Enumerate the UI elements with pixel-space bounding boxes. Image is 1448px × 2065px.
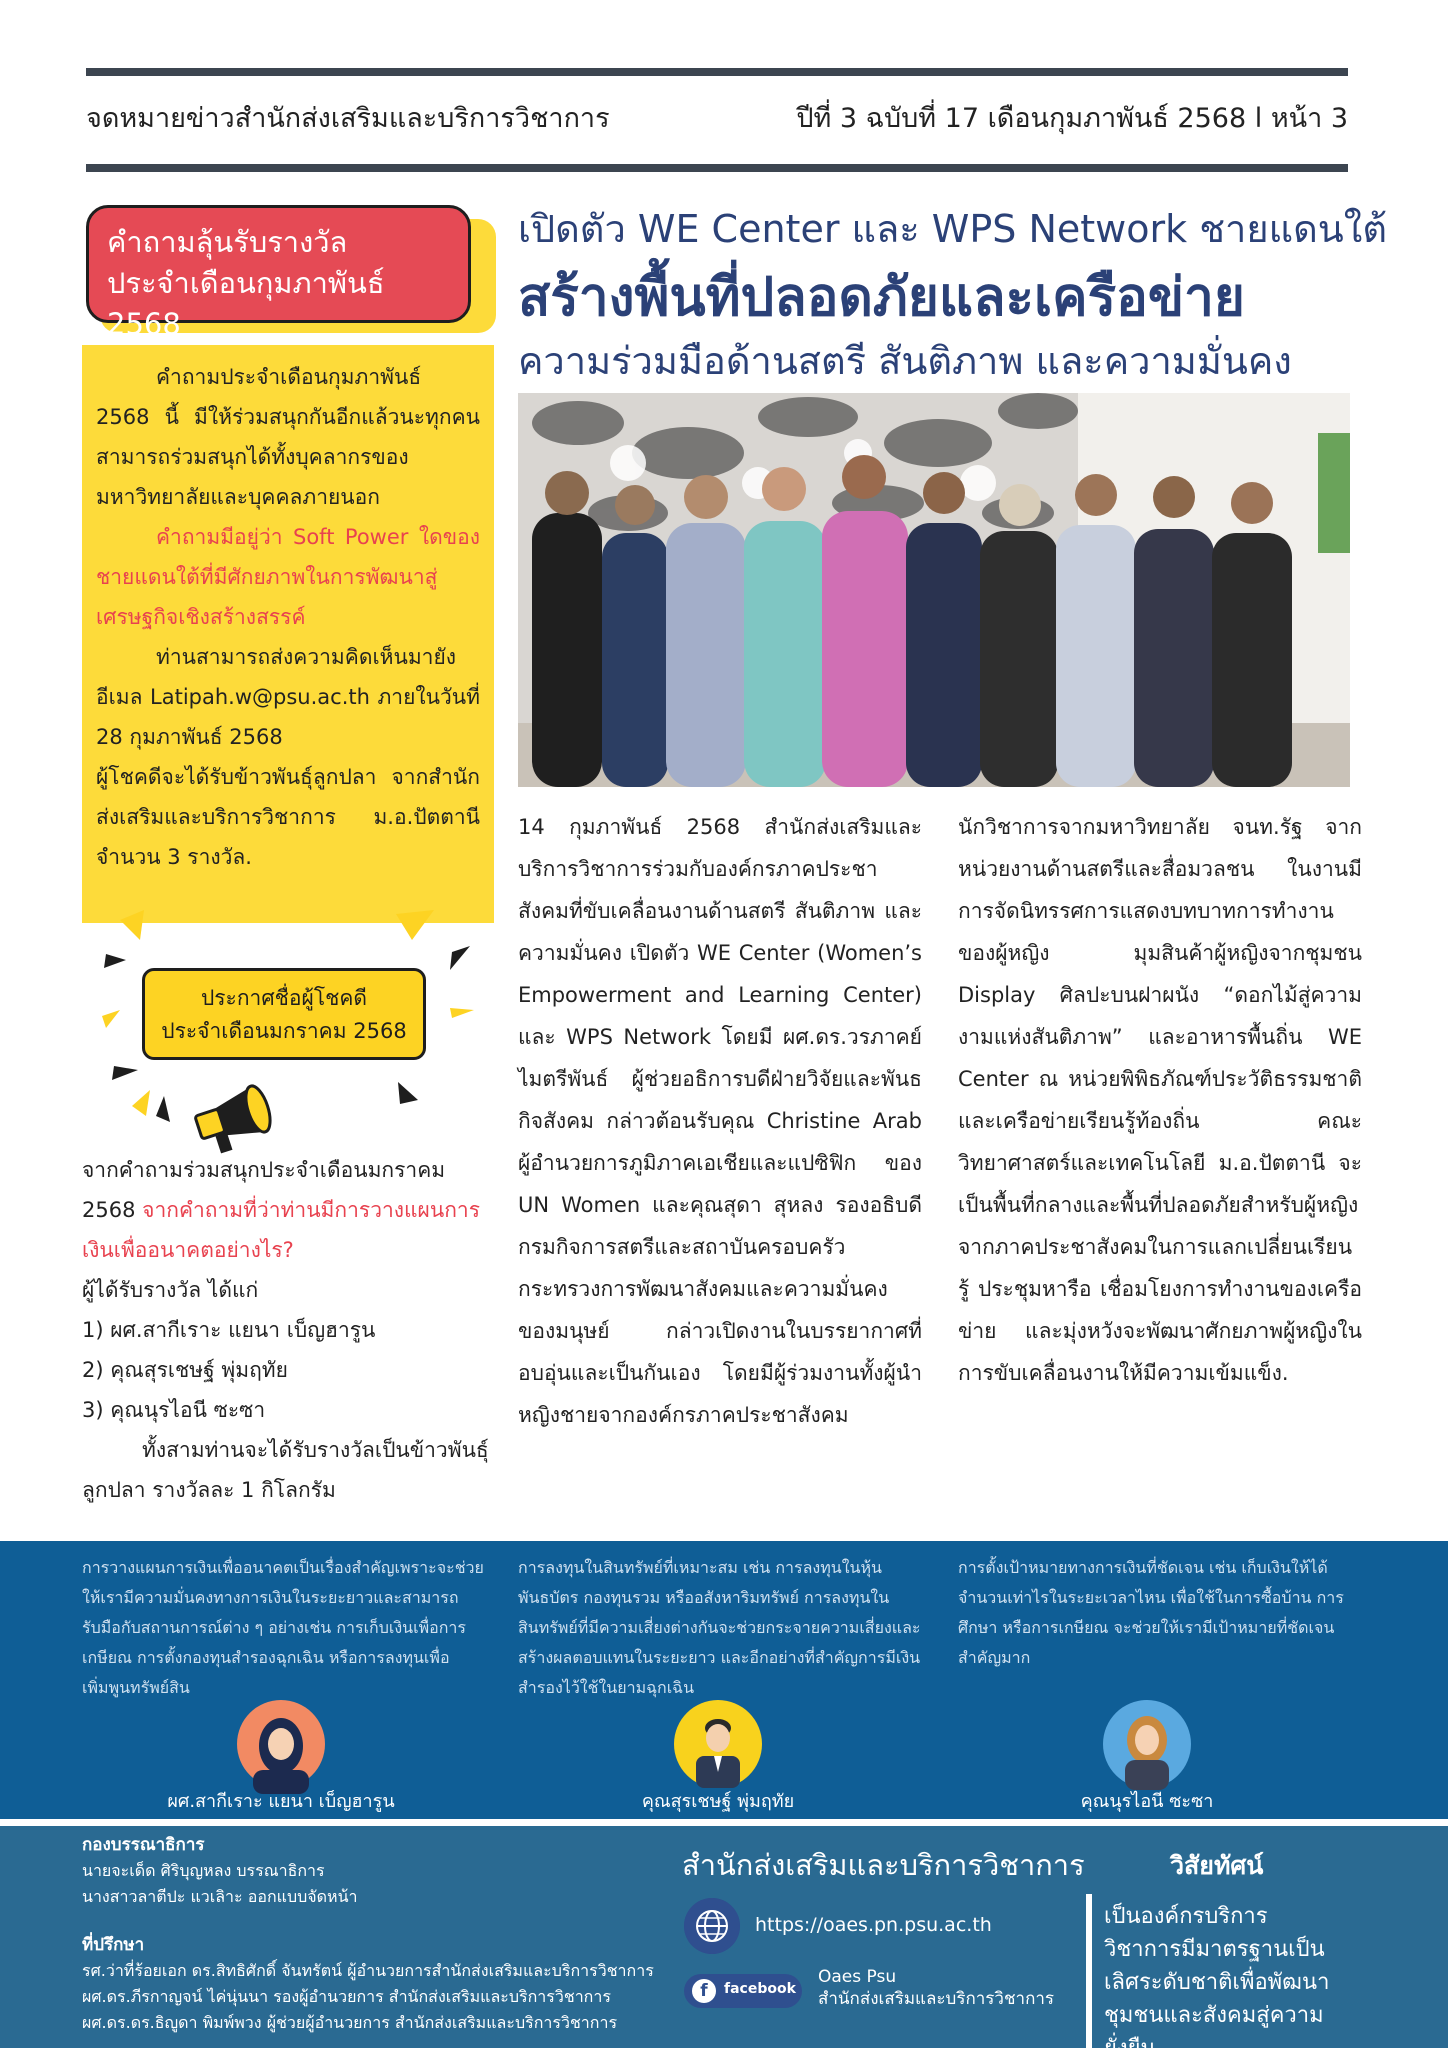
- footer-credits: [82, 1832, 682, 2036]
- website-link[interactable]: https://oaes.pn.psu.ac.th: [755, 1914, 992, 1936]
- announce-line2: ประจำเดือนมกราคม 2568: [161, 1019, 407, 1043]
- person-icon: [237, 1700, 325, 1788]
- vision-text: เป็นองค์กรบริการวิชาการมีมาตรฐานเป็นเลิศระดับชาติเพื่อพัฒนาชุมชนและสังคมสู่ความยั่งยืน: [1104, 1904, 1330, 2061]
- winners-outro: ทั้งสามท่านจะได้รับรางวัลเป็นข้าวพันธุ์ลูกปลา รางวัลละ 1 กิโลกรัม: [82, 1438, 489, 1502]
- advisor-line: รศ.ว่าที่ร้อยเอก ดร.สิทธิศักดิ์ จันทรัตน์ ผู้อำนวยการสำนักส่งเสริมและบริการวิชาการ: [82, 1961, 654, 1980]
- footer-org-name: สำนักส่งเสริมและบริการวิชาการ: [682, 1848, 1085, 1882]
- avatar-woman: [1103, 1700, 1191, 1788]
- winners-section: [82, 1150, 490, 1510]
- editorial-line: นายจะเด็ด ศิริบุญหลง บรรณาธิการ: [82, 1861, 325, 1880]
- winner-item: 2) คุณสุรเชษฐ์ พุ่มฤทัย: [82, 1358, 288, 1382]
- tip-text: การตั้งเป้าหมายทางการเงินที่ชัดเจน เช่น เก็บเงินให้ได้จำนวนเท่าไรในระยะเวลาไหน เพื่อใช้ในการซื้อบ้าน การศึกษา หรือการเกษียณ จะช่วยให้เรามีเป้าหมายที่ชัดเจนสำคัญมาก: [958, 1558, 1344, 1667]
- winners-label: ผู้ได้รับรางวัล ได้แก่: [82, 1278, 259, 1302]
- top-rule: [86, 68, 1348, 76]
- facebook-name-line1: Oaes Psu: [818, 1967, 897, 1987]
- quiz-submit-info: ท่านสามารถส่งความคิดเห็นมายังอีเมล Latipah.w@psu.ac.th ภายในวันที่ 28 กุมภาพันธ์ 2568: [96, 645, 480, 749]
- tip-text: การวางแผนการเงินเพื่ออนาคตเป็นเรื่องสำคัญเพราะจะช่วยให้เรามีความมั่นคงทางการเงินในระยะยาวและสามารถรับมือกับสถานการณ์ต่าง ๆ อย่างเช่น การเก็บเงินเพื่อการเกษียณ การตั้งกองทุนสำรองฉุกเฉิน หรือการลงทุนเพื่อเพิ่มพูนทรัพย์สิน: [82, 1558, 484, 1697]
- quiz-question: คำถามมีอยู่ว่า Soft Power ใดของชายแดนใต้ที่มีศักยภาพในการพัฒนาสู่เศรษฐกิจเชิงสร้างสรรค์: [96, 525, 480, 629]
- winner-item: 3) คุณนุรไอนี ซะซา: [82, 1398, 266, 1422]
- facebook-icon: f: [692, 1979, 716, 2003]
- tip-author: คุณนุรไอนี ซะซา: [1080, 1791, 1214, 1812]
- quiz-title-card: [86, 205, 471, 341]
- quiz-title-line2: ประจำเดือนกุมภาพันธ์ 2568: [107, 266, 385, 341]
- advisor-line: ผศ.ดร.ภีรกาญจน์ ไค่นุ่นนา รองผู้อำนวยการ สำนักส่งเสริมและบริการวิชาการ: [82, 1987, 611, 2006]
- announce-line1: ประกาศชื่อผู้โชคดี: [200, 986, 368, 1010]
- tip-author: ผศ.สากีเราะ แยนา เบ็ญฮารูน: [167, 1791, 395, 1812]
- article-column-1: 14 กุมภาพันธ์ 2568 สำนักส่งเสริมและบริการวิชาการร่วมกับองค์กรภาคประชาสังคมที่ขับเคลื่อนงานด้านสตรี สันติภาพ และความมั่นคง เปิดตัว WE Center (Women’s Empowerment and Learning Center) และ WPS Network โดยมี ผศ.ดร.วรภาคย์ ไมตรีพันธ์ ผู้ช่วยอธิการบดีฝ่ายวิจัยและพันธกิจสังคม กล่าวต้อนรับคุณ Christine Arab ผู้อำนวยการภูมิภาคเอเชียและแปซิฟิก ของ UN Women และคุณสุดา สุหลง รองอธิบดีกรมกิจการสตรีและสถาบันครอบครัว กระทรวงการพัฒนาสังคมและความมั่นคงของมนุษย์ กล่าวเปิดงานในบรรยากาศที่อบอุ่นและเป็นกันเอง โดยมีผู้ร่วมงานทั้งผู้นำหญิงชายจากองค์กรภาคประชาสังคม: [518, 815, 922, 1427]
- megaphone-icon: [196, 1078, 286, 1154]
- avatar-man-suit: [674, 1700, 762, 1788]
- quiz-intro: คำถามประจำเดือนกุมภาพันธ์ 2568 นี้ มีให้ร่วมสนุกกันอีกแล้วนะทุกคน สามารถร่วมสนุกได้ทั้งบุคลากรของมหาวิทยาลัยและบุคคลภายนอก: [96, 365, 480, 509]
- editorial-title: กองบรรณาธิการ: [82, 1835, 205, 1855]
- editorial-line: นางสาวลาตีปะ แวเลิาะ ออกแบบจัดหน้า: [82, 1887, 358, 1906]
- tip-text: การลงทุนในสินทรัพย์ที่เหมาะสม เช่น การลงทุนในหุ้น พันธบัตร กองทุนรวม หรืออสังหาริมทรัพย์ การลงทุนในสินทรัพย์ที่มีความเสี่ยงต่างกันจะช่วยกระจายความเสี่ยงและสร้างผลตอบแทนในระยะยาว และอีกอย่างที่สำคัญการมีเงินสำรองไว้ใช้ในยามฉุกเฉิน: [518, 1558, 921, 1697]
- newsletter-name: จดหมายข่าวสำนักส่งเสริมและบริการวิชาการ: [86, 103, 610, 134]
- facebook-badge[interactable]: [684, 1974, 802, 2008]
- announce-winners-badge: [142, 968, 426, 1060]
- vision-title: วิสัยทัศน์: [1170, 1851, 1264, 1880]
- quiz-prize-info: ผู้โชคดีจะได้รับข้าวพันธุ์ลูกปลา จากสำนักส่งเสริมและบริการวิชาการ ม.อ.ปัตตานี จำนวน 3 รางวัล.: [96, 765, 480, 869]
- avatar-woman-hijab: [237, 1700, 325, 1788]
- issue-info: ปีที่ 3 ฉบับที่ 17 เดือนกุมภาพันธ์ 2568 l หน้า 3: [796, 103, 1348, 134]
- advisor-title: ที่ปรึกษา: [82, 1935, 145, 1955]
- article-column-2: นักวิชาการจากมหาวิทยาลัย จนท.รัฐ จากหน่วยงานด้านสตรีและสื่อมวลชน ในงานมีการจัดนิทรรศการแสดงบทบาทการทำงานของผู้หญิง มุมสินค้าผู้หญิงจากชุมชน Display ศิลปะบนฝาผนัง “ดอกไม้สู่ความงามแห่งสันติภาพ” และอาหารพื้นถิ่น WE Center ณ หน่วยพิพิธภัณฑ์ประวัติธรรมชาติและเครือข่ายเรียนรู้ท้องถิ่น คณะวิทยาศาสตร์และเทคโนโลยี ม.อ.ปัตตานี จะเป็นพื้นที่กลางและพื้นที่ปลอดภัยสำหรับผู้หญิงจากภาคประชาสังคมในการแลกเปลี่ยนเรียนรู้ ประชุมหารือ เชื่อมโยงการทำงานของเครือข่าย และมุ่งหวังจะพัฒนาศักยภาพผู้หญิงในการขับเคลื่อนงานให้มีความเข้มแข็ง.: [958, 815, 1362, 1385]
- quiz-title-badge: [86, 205, 496, 341]
- article-headline-line2: สร้างพื้นที่ปลอดภัยและเครือข่าย: [518, 267, 1245, 328]
- person-icon: [674, 1700, 762, 1788]
- globe-icon: [684, 1898, 740, 1954]
- header-bottom-rule: [86, 164, 1348, 172]
- winners-question: จากคำถามที่ว่าท่านมีการวางแผนการเงินเพื่ออนาคตอย่างไร?: [82, 1198, 481, 1262]
- winner-item: 1) ผศ.สากีเราะ แยนา เบ็ญฮารูน: [82, 1318, 376, 1342]
- winners-intro: จากคำถามร่วมสนุกประจำเดือนมกราคม 2568: [82, 1158, 446, 1222]
- quiz-box: [82, 345, 494, 923]
- article-headline-line1: เปิดตัว WE Center และ WPS Network ชายแดนใต้: [518, 207, 1387, 251]
- tip-author: คุณสุรเชษฐ์ พุ่มฤทัย: [641, 1791, 795, 1812]
- quiz-title-line1: คำถามลุ้นรับรางวัล: [107, 225, 348, 259]
- advisor-line: ผศ.ดร.ดร.ธิญูดา พิมพ์พวง ผู้ช่วยผู้อำนวยการ สำนักส่งเสริมและบริการวิชาการ: [82, 2013, 618, 2032]
- event-group-photo: [518, 393, 1350, 787]
- facebook-name-line2: สำนักส่งเสริมและบริการวิชาการ: [818, 1989, 1055, 2009]
- facebook-page-name[interactable]: [818, 1966, 1054, 2010]
- vision-divider: [1086, 1894, 1092, 2048]
- facebook-label: facebook: [724, 1981, 796, 1997]
- article-headline-line3: ความร่วมมือด้านสตรี สันติภาพ และความมั่นคง: [518, 339, 1292, 383]
- person-icon: [1103, 1700, 1191, 1788]
